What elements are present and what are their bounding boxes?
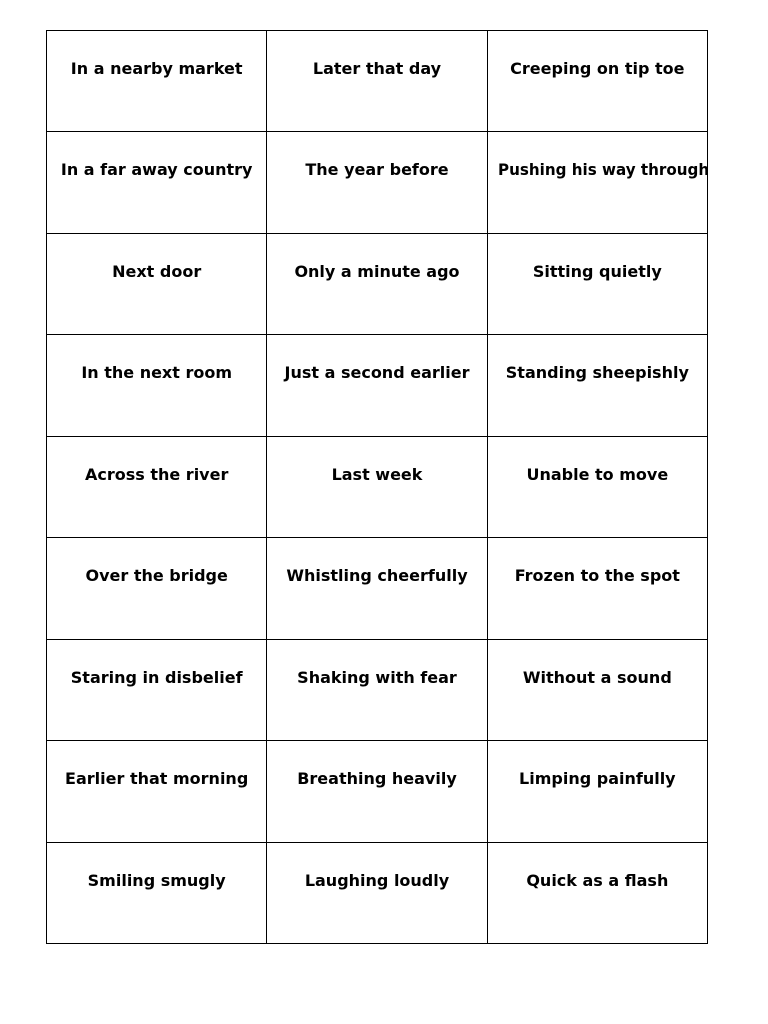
phrase-text: Later that day	[312, 59, 442, 78]
card-row	[47, 741, 708, 842]
phrase-text: Unable to move	[526, 464, 669, 484]
phrase-card	[487, 842, 707, 944]
phrase-text: Smiling smugly	[87, 870, 226, 890]
phrase-card	[267, 639, 487, 740]
card-row	[47, 335, 708, 436]
phrase-card	[267, 132, 487, 233]
phrase-card	[47, 233, 267, 334]
phrase-card	[267, 233, 487, 334]
phrase-text: Only a minute ago	[294, 261, 460, 281]
phrase-text: Limping painfully	[519, 769, 676, 789]
phrase-card	[47, 538, 267, 639]
phrase-text: Next door	[112, 261, 202, 281]
phrase-card	[267, 741, 487, 842]
phrase-card	[267, 436, 487, 537]
phrase-text: In a far away country	[60, 160, 253, 180]
phrase-card	[487, 233, 707, 334]
phrase-text: Sitting quietly	[532, 261, 662, 281]
phrase-text: Laughing loudly	[304, 870, 450, 890]
phrase-card	[47, 132, 267, 233]
card-row	[47, 538, 708, 639]
phrase-card	[487, 31, 707, 132]
phrase-card	[47, 842, 267, 944]
phrase-text: Last week	[331, 464, 423, 484]
phrase-card	[487, 335, 707, 436]
phrase-text: Staring in disbelief	[70, 667, 243, 687]
phrase-text: Shaking with fear	[297, 667, 457, 687]
card-row	[47, 639, 708, 740]
phrase-card	[47, 436, 267, 537]
phrase-text: Just a second earlier	[284, 363, 470, 383]
phrase-card	[487, 639, 707, 740]
phrase-card	[47, 335, 267, 436]
card-row	[47, 842, 708, 944]
phrase-text: In a nearby market	[70, 59, 243, 78]
phrase-card	[487, 132, 707, 233]
phrase-card	[487, 538, 707, 639]
phrase-card	[47, 639, 267, 740]
phrase-card-grid	[46, 30, 708, 944]
card-row	[47, 132, 708, 233]
phrase-text: Quick as a flash	[526, 870, 669, 890]
phrase-text: Standing sheepishly	[505, 363, 689, 383]
phrase-card	[487, 436, 707, 537]
phrase-card	[267, 31, 487, 132]
phrase-card	[267, 842, 487, 944]
card-row	[47, 31, 708, 132]
phrase-card	[267, 538, 487, 639]
phrase-text: Across the river	[84, 464, 229, 484]
card-row	[47, 436, 708, 537]
phrase-card	[47, 31, 267, 132]
phrase-card	[47, 741, 267, 842]
phrase-text: In the next room	[81, 363, 233, 383]
phrase-text: Earlier that morning	[65, 769, 249, 789]
card-row	[47, 233, 708, 334]
phrase-card	[487, 741, 707, 842]
phrase-text: Pushing his way through	[497, 160, 709, 180]
phrase-text: Without a sound	[522, 667, 672, 687]
phrase-text: Over the bridge	[85, 566, 228, 586]
phrase-text: Whistling cheerfully	[286, 566, 468, 586]
phrase-text: Creeping on tip toe	[510, 59, 685, 78]
phrase-text: Frozen to the spot	[514, 566, 680, 586]
phrase-text: The year before	[305, 160, 449, 180]
phrase-text: Breathing heavily	[297, 769, 457, 789]
phrase-card	[267, 335, 487, 436]
